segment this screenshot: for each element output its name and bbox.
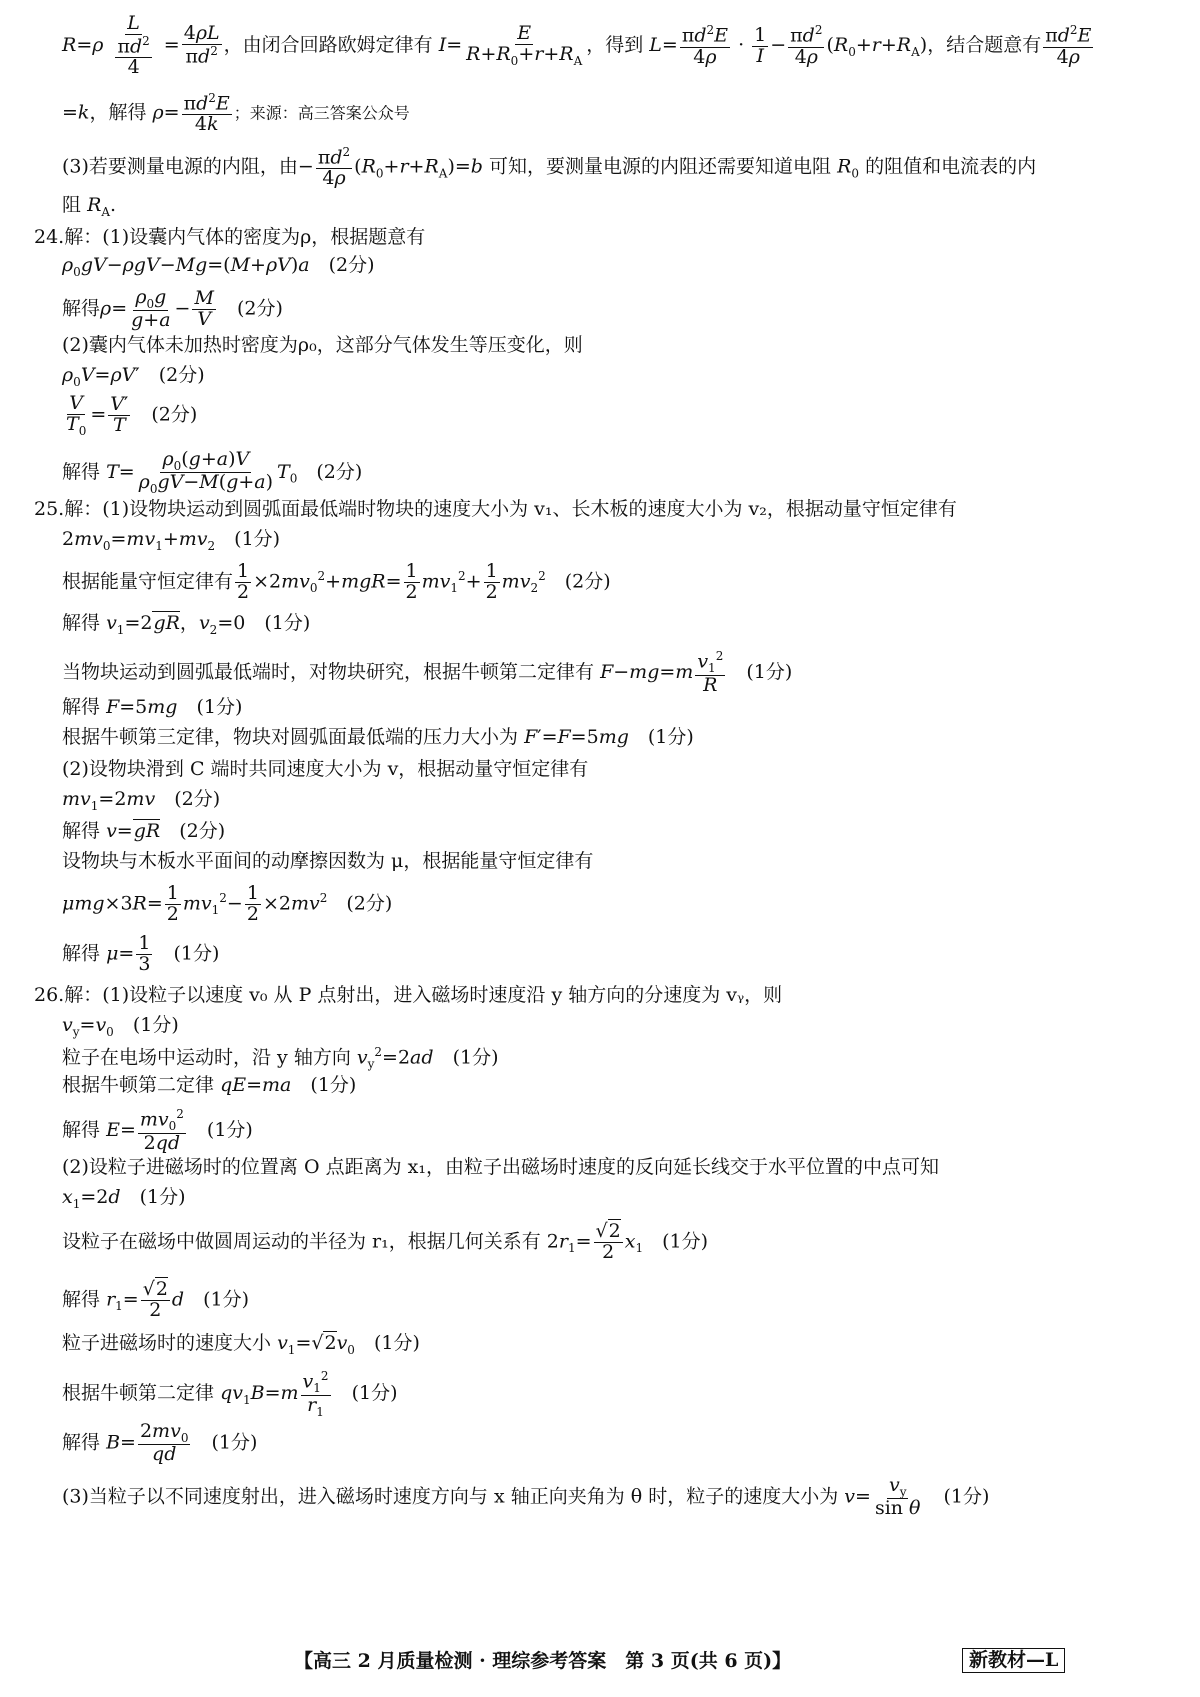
q26-part3: (3)当粒子以不同速度射出，进入磁场时速度方向与 x 轴正向夹角为 θ 时，粒子的速度大小为 v= $\frac{v_y}{\text{sin θ}}$ (1分) — [62, 1474, 990, 1520]
page-footer: 【高三 2 月质量检测 · 理综参考答案 第 3 页(共 6 页)】 — [294, 1650, 792, 1672]
q26-eq10: 解得 B= $\frac{2mv_0}{qd}$ (1分) — [62, 1420, 258, 1466]
q25-eq10: 解得 μ= $\frac{1}{3}$ (1分) — [62, 932, 220, 975]
q26-eq3: 根据牛顿第二定律 qE=ma (1分) — [62, 1074, 357, 1096]
q26-heading: 26.解：(1)设粒子以速度 v₀ 从 P 点射出，进入磁场时速度沿 y 轴方向的分速度为 vᵧ，则 — [34, 984, 783, 1006]
q25-eq7: $mv_1=2mv$ (2分) — [62, 788, 221, 813]
edition-tag: 新教材—L — [962, 1648, 1065, 1673]
q25-eq4: 当物块运动到圆弧最低端时，对物块研究，根据牛顿第二定律有 F−mg=m $\frac{v_1^2}{R}$ (1分) — [62, 649, 793, 696]
q26-eq2: 粒子在电场中运动时，沿 y 轴方向 $v_y^2=2ad$ (1分) — [62, 1045, 499, 1072]
q24-eq1: $\rho_0gV-\rho gV-Mg=(M+\rho V)a$ (2分) — [62, 254, 375, 279]
q26-eq5: $x_1=2d$ (1分) — [62, 1186, 186, 1211]
q24-eq2: 解得ρ= $\frac{\rho_0g}{g+a}$ − $\frac{M}{V}$ (2分) — [62, 286, 283, 332]
q26-eq4: 解得 E= $\frac{mv_0^2}{2qd}$ (1分) — [62, 1107, 253, 1154]
q25-heading: 25.解：(1)设物块运动到圆弧面最低端时物块的速度大小为 v₁、长木板的速度大小为 v₂，根据动量守恒定律有 — [34, 498, 957, 520]
q24-eq4: $\frac{V}{T_0}$ = $\frac{V'}{T}$ (2分) — [66, 392, 198, 438]
q25-eq5: 解得 F=5mg (1分) — [62, 696, 243, 718]
formula-line-4: 阻 $R_A$. — [62, 194, 117, 219]
formula-line-2: =k，解得 ρ= $\frac{\pi d^2E}{4k}$ ；来源：高三答案公众号 — [62, 91, 410, 136]
q25-eq8: 解得 v=gR (2分) — [62, 820, 226, 842]
q25-friction: 设物块与木板水平面间的动摩擦因数为 μ，根据能量守恒定律有 — [62, 850, 594, 872]
q25-eq6: 根据牛顿第三定律，物块对圆弧面最低端的压力大小为 F′=F=5mg (1分) — [62, 726, 694, 748]
q25-eq1: $2mv_0=mv_1+mv_2$ (1分) — [62, 528, 281, 553]
q26-part2: (2)设粒子进磁场时的位置离 O 点距离为 x₁，由粒子出磁场时速度的反向延长线交于水平位置的中点可知 — [62, 1156, 939, 1178]
q24-eq5: 解得 T= $\frac{\rho_0(g+a)V}{\rho_0gV-M(g+a)}$ $T_0$ (2分) — [62, 448, 363, 497]
q26-eq6: 设粒子在磁场中做圆周运动的半径为 r₁，根据几何关系有 $2r_1=$ $\frac{√2}{2}$ $x_1$ (1分) — [62, 1220, 709, 1263]
q24-heading: 24.解：(1)设囊内气体的密度为ρ，根据题意有 — [34, 226, 426, 248]
q26-eq8: 粒子进磁场时的速度大小 $v_1=√2v_0$ (1分) — [62, 1332, 420, 1357]
q24-part2: (2)囊内气体未加热时密度为ρ₀，这部分气体发生等压变化，则 — [62, 334, 583, 356]
formula-line-1: R=ρ $\frac{L}{\frac{\pi d^2}{4}}$ = $\frac{4\rho L}{\pi d^2}$ ，由闭合回路欧姆定律有 I= $\frac{E}{R+R_0+r+R_A}$ ，得到 L= $\frac{\pi d^2E}{4\rho}$ · $\frac{1}{I}$ − $\frac{\pi d^2}{4\rho}$ $(R_0+r+R_A)$，结合题意有 $\frac{\pi d^2E}{4\rho}$ — [62, 12, 1092, 79]
q26-eq9: 根据牛顿第二定律 $qv_1B=m$ $\frac{v_1^2}{r_1}$ (1分) — [62, 1369, 398, 1419]
q26-eq7: 解得 $r_1=$ $\frac{√2}{2}$ d (1分) — [62, 1278, 250, 1321]
q26-eq1: $v_y=v_0$ (1分) — [62, 1014, 179, 1039]
q25-eq2: 根据能量守恒定律有 $\frac{1}{2}$ $\times 2mv_0^2+mgR=$ $\frac{1}{2}$ $mv_1^2+$ $\frac{1}{2}$ $mv_2^2$ (2分) — [62, 560, 611, 603]
q25-part2: (2)设物块滑到 C 端时共同速度大小为 v，根据动量守恒定律有 — [62, 758, 589, 780]
q25-eq3: 解得 $v_1=2gR$，$v_2=0$ (1分) — [62, 612, 311, 637]
formula-line-3: (3)若要测量电源的内阻，由− $\frac{\pi d^2}{4\rho}$ $(R_0+r+R_A)=b$ 可知，要测量电源的内阻还需要知道电阻 $R_0$ 的阻值和电流表的内 — [62, 145, 1037, 190]
q25-eq9: μmg×3R= $\frac{1}{2}$ $mv_1^2-$ $\frac{1}{2}$ $\times 2mv^2$ (2分) — [62, 882, 393, 925]
source-note: ；来源：高三答案公众号 — [233, 103, 410, 123]
q24-eq3: $\rho_0V=\rho V'$ (2分) — [62, 364, 205, 389]
